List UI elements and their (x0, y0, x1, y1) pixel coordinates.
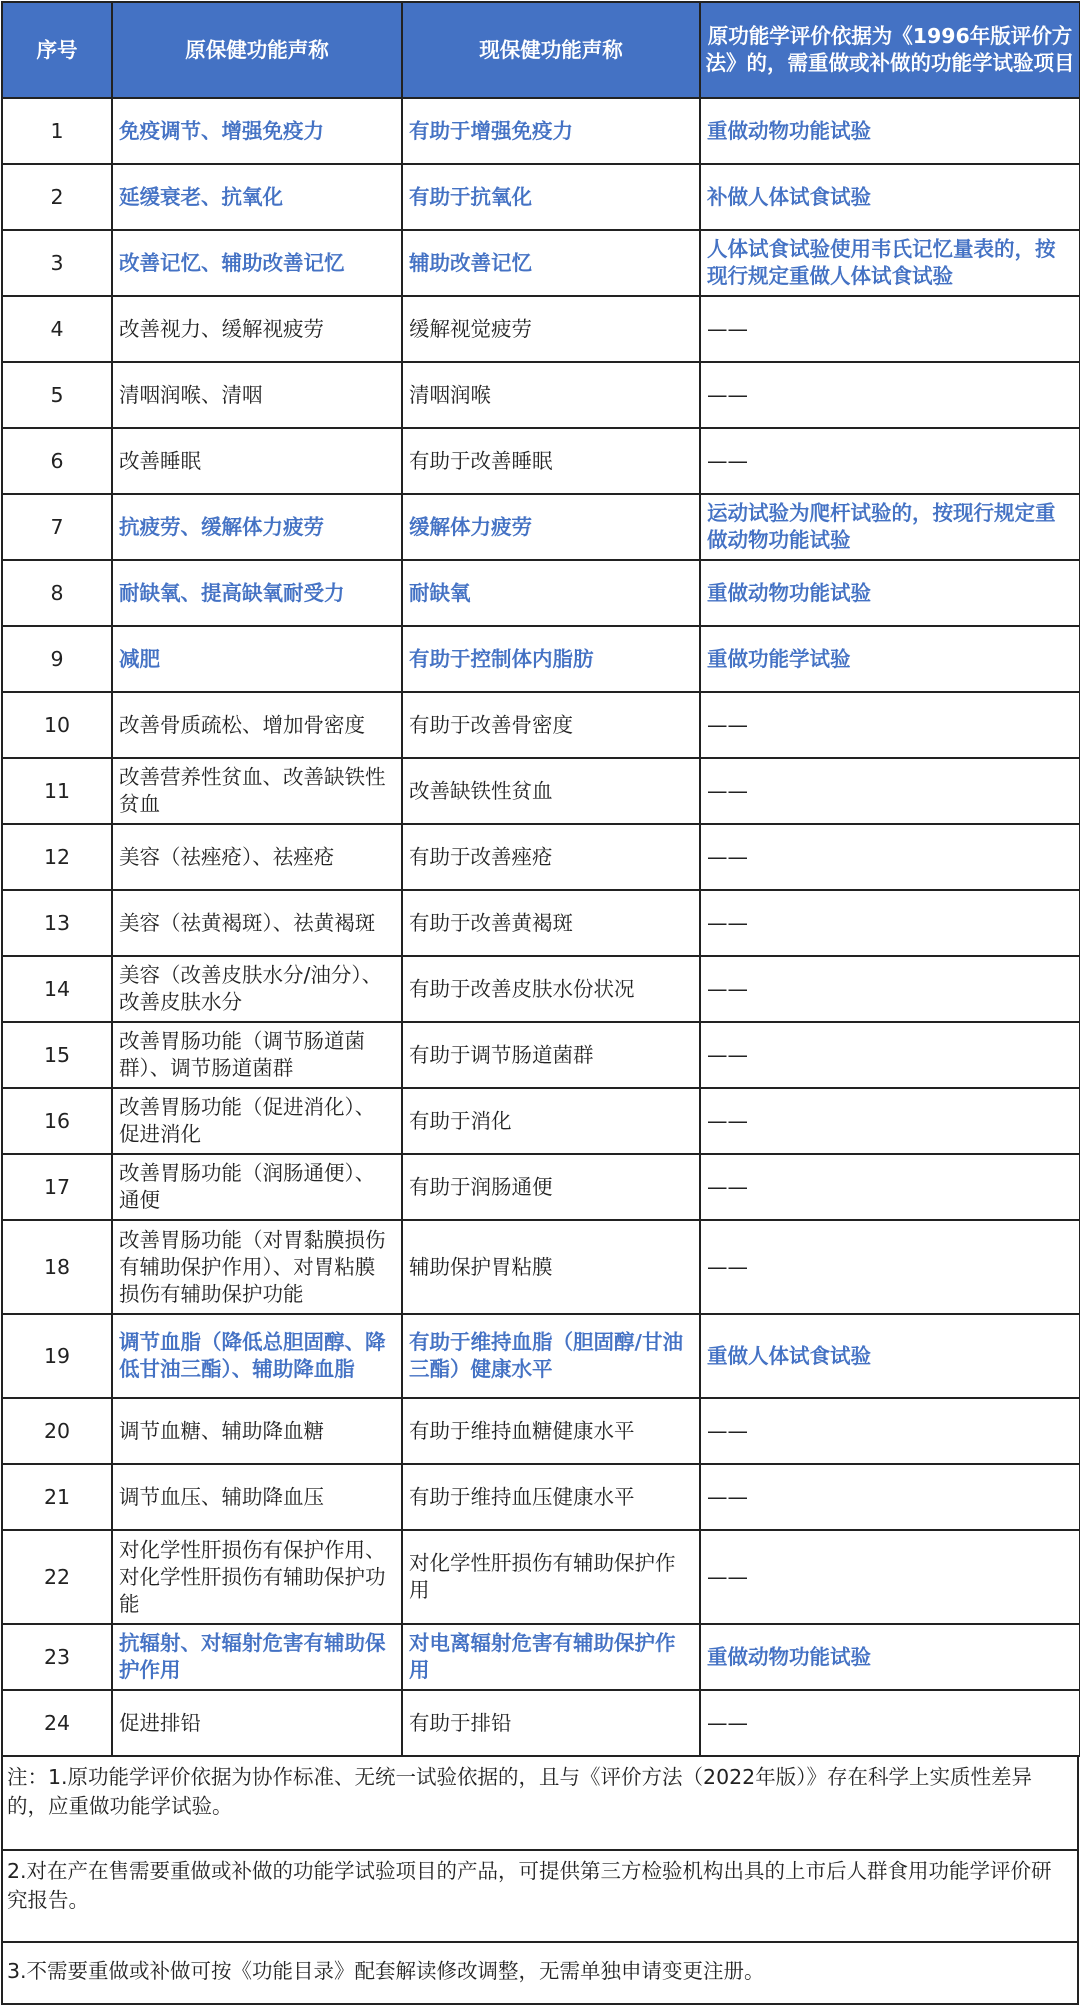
row-index: 16 (2, 1088, 112, 1154)
row-required-test: —— (700, 890, 1080, 956)
header-current-claim: 现保健功能声称 (402, 2, 700, 98)
row-index: 9 (2, 626, 112, 692)
row-index: 18 (2, 1220, 112, 1314)
row-original-claim: 改善营养性贫血、改善缺铁性贫血 (112, 758, 402, 824)
table-row (2, 890, 1080, 956)
table-row (2, 692, 1080, 758)
row-original-claim: 清咽润喉、清咽 (112, 362, 402, 428)
row-required-test: —— (700, 956, 1080, 1022)
note-1: 注：1.原功能学评价依据为协作标准、无统一试验依据的，且与《评价方法（2022年版）》存在科学上实质性差异的，应重做功能学试验。 (3, 1757, 1077, 1851)
table-row (2, 98, 1080, 164)
row-current-claim: 有助于改善骨密度 (402, 692, 700, 758)
row-index: 4 (2, 296, 112, 362)
row-current-claim: 有助于增强免疫力 (402, 98, 700, 164)
row-original-claim: 调节血脂（降低总胆固醇、降低甘油三酯）、辅助降血脂 (112, 1314, 402, 1398)
row-current-claim: 辅助保护胃粘膜 (402, 1220, 700, 1314)
row-original-claim: 美容（改善皮肤水分/油分）、改善皮肤水分 (112, 956, 402, 1022)
header-index: 序号 (2, 2, 112, 98)
row-original-claim: 改善骨质疏松、增加骨密度 (112, 692, 402, 758)
row-required-test: 重做动物功能试验 (700, 560, 1080, 626)
table-body (2, 98, 1080, 1756)
table-row (2, 758, 1080, 824)
row-required-test: 人体试食试验使用韦氏记忆量表的，按现行规定重做人体试食试验 (700, 230, 1080, 296)
table-row (2, 1022, 1080, 1088)
row-index: 13 (2, 890, 112, 956)
note-3: 3.不需要重做或补做可按《功能目录》配套解读修改调整，无需单独申请变更注册。 (3, 1943, 1077, 2005)
row-current-claim: 有助于维持血压健康水平 (402, 1464, 700, 1530)
row-current-claim: 对电离辐射危害有辅助保护作用 (402, 1624, 700, 1690)
row-original-claim: 改善胃肠功能（促进消化）、促进消化 (112, 1088, 402, 1154)
row-index: 15 (2, 1022, 112, 1088)
row-required-test: 重做功能学试验 (700, 626, 1080, 692)
row-required-test: 运动试验为爬杆试验的，按现行规定重做动物功能试验 (700, 494, 1080, 560)
row-current-claim: 有助于维持血糖健康水平 (402, 1398, 700, 1464)
table-row (2, 1314, 1080, 1398)
row-current-claim: 辅助改善记忆 (402, 230, 700, 296)
row-current-claim: 有助于维持血脂（胆固醇/甘油三酯）健康水平 (402, 1314, 700, 1398)
row-current-claim: 改善缺铁性贫血 (402, 758, 700, 824)
row-current-claim: 有助于排铅 (402, 1690, 700, 1756)
row-required-test: 重做动物功能试验 (700, 98, 1080, 164)
function-claims-table (1, 1, 1080, 1757)
row-required-test: —— (700, 1220, 1080, 1314)
table-row (2, 164, 1080, 230)
row-current-claim: 缓解体力疲劳 (402, 494, 700, 560)
row-current-claim: 有助于改善睡眠 (402, 428, 700, 494)
row-index: 10 (2, 692, 112, 758)
row-index: 20 (2, 1398, 112, 1464)
row-index: 7 (2, 494, 112, 560)
row-index: 5 (2, 362, 112, 428)
row-current-claim: 有助于调节肠道菌群 (402, 1022, 700, 1088)
row-required-test: —— (700, 758, 1080, 824)
table-row (2, 1530, 1080, 1624)
row-original-claim: 改善记忆、辅助改善记忆 (112, 230, 402, 296)
table-row (2, 1220, 1080, 1314)
row-index: 2 (2, 164, 112, 230)
row-current-claim: 对化学性肝损伤有辅助保护作用 (402, 1530, 700, 1624)
table-row (2, 560, 1080, 626)
row-index: 6 (2, 428, 112, 494)
row-original-claim: 耐缺氧、提高缺氧耐受力 (112, 560, 402, 626)
table-row (2, 1088, 1080, 1154)
table-row (2, 1464, 1080, 1530)
row-original-claim: 免疫调节、增强免疫力 (112, 98, 402, 164)
row-required-test: 重做人体试食试验 (700, 1314, 1080, 1398)
row-original-claim: 调节血糖、辅助降血糖 (112, 1398, 402, 1464)
row-current-claim: 有助于抗氧化 (402, 164, 700, 230)
note-2: 2.对在产在售需要重做或补做的功能学试验项目的产品，可提供第三方检验机构出具的上市后人群食用功能学评价研究报告。 (3, 1851, 1077, 1943)
table-row (2, 362, 1080, 428)
row-current-claim: 有助于改善痤疮 (402, 824, 700, 890)
row-original-claim: 改善胃肠功能（润肠通便）、通便 (112, 1154, 402, 1220)
table-row (2, 1398, 1080, 1464)
row-index: 1 (2, 98, 112, 164)
row-required-test: —— (700, 692, 1080, 758)
notes-section (1, 1757, 1079, 2005)
row-current-claim: 清咽润喉 (402, 362, 700, 428)
row-required-test: —— (700, 1464, 1080, 1530)
row-index: 8 (2, 560, 112, 626)
row-current-claim: 有助于改善皮肤水份状况 (402, 956, 700, 1022)
row-index: 14 (2, 956, 112, 1022)
row-index: 22 (2, 1530, 112, 1624)
row-required-test: —— (700, 1530, 1080, 1624)
row-index: 24 (2, 1690, 112, 1756)
table-row (2, 230, 1080, 296)
row-original-claim: 抗辐射、对辐射危害有辅助保护作用 (112, 1624, 402, 1690)
row-required-test: —— (700, 1398, 1080, 1464)
row-original-claim: 调节血压、辅助降血压 (112, 1464, 402, 1530)
row-required-test: 重做动物功能试验 (700, 1624, 1080, 1690)
header-required-tests: 原功能学评价依据为《1996年版评价方法》的，需重做或补做的功能学试验项目 (700, 2, 1080, 98)
table-row (2, 428, 1080, 494)
row-original-claim: 减肥 (112, 626, 402, 692)
row-original-claim: 美容（祛黄褐斑）、祛黄褐斑 (112, 890, 402, 956)
row-original-claim: 美容（祛痤疮）、祛痤疮 (112, 824, 402, 890)
row-required-test: —— (700, 1690, 1080, 1756)
row-original-claim: 改善睡眠 (112, 428, 402, 494)
row-current-claim: 有助于控制体内脂肪 (402, 626, 700, 692)
table-row (2, 956, 1080, 1022)
row-index: 11 (2, 758, 112, 824)
row-current-claim: 缓解视觉疲劳 (402, 296, 700, 362)
row-current-claim: 耐缺氧 (402, 560, 700, 626)
table-row (2, 1624, 1080, 1690)
row-required-test: —— (700, 1154, 1080, 1220)
row-original-claim: 促进排铅 (112, 1690, 402, 1756)
row-required-test: —— (700, 1088, 1080, 1154)
table-row (2, 626, 1080, 692)
table-row (2, 1690, 1080, 1756)
row-current-claim: 有助于润肠通便 (402, 1154, 700, 1220)
table-row (2, 1154, 1080, 1220)
row-index: 21 (2, 1464, 112, 1530)
row-index: 3 (2, 230, 112, 296)
table-row (2, 824, 1080, 890)
row-required-test: —— (700, 296, 1080, 362)
row-original-claim: 改善视力、缓解视疲劳 (112, 296, 402, 362)
row-current-claim: 有助于改善黄褐斑 (402, 890, 700, 956)
row-original-claim: 延缓衰老、抗氧化 (112, 164, 402, 230)
row-index: 12 (2, 824, 112, 890)
row-original-claim: 抗疲劳、缓解体力疲劳 (112, 494, 402, 560)
page (0, 1, 1080, 2005)
row-index: 19 (2, 1314, 112, 1398)
row-required-test: —— (700, 824, 1080, 890)
table-row (2, 296, 1080, 362)
row-index: 23 (2, 1624, 112, 1690)
table-header-row (2, 2, 1080, 98)
row-required-test: 补做人体试食试验 (700, 164, 1080, 230)
header-original-claim: 原保健功能声称 (112, 2, 402, 98)
row-current-claim: 有助于消化 (402, 1088, 700, 1154)
row-required-test: —— (700, 1022, 1080, 1088)
row-original-claim: 对化学性肝损伤有保护作用、对化学性肝损伤有辅助保护功能 (112, 1530, 402, 1624)
row-original-claim: 改善胃肠功能（对胃黏膜损伤有辅助保护作用）、对胃粘膜损伤有辅助保护功能 (112, 1220, 402, 1314)
row-original-claim: 改善胃肠功能（调节肠道菌群）、调节肠道菌群 (112, 1022, 402, 1088)
row-required-test: —— (700, 428, 1080, 494)
row-index: 17 (2, 1154, 112, 1220)
table-row (2, 494, 1080, 560)
row-required-test: —— (700, 362, 1080, 428)
